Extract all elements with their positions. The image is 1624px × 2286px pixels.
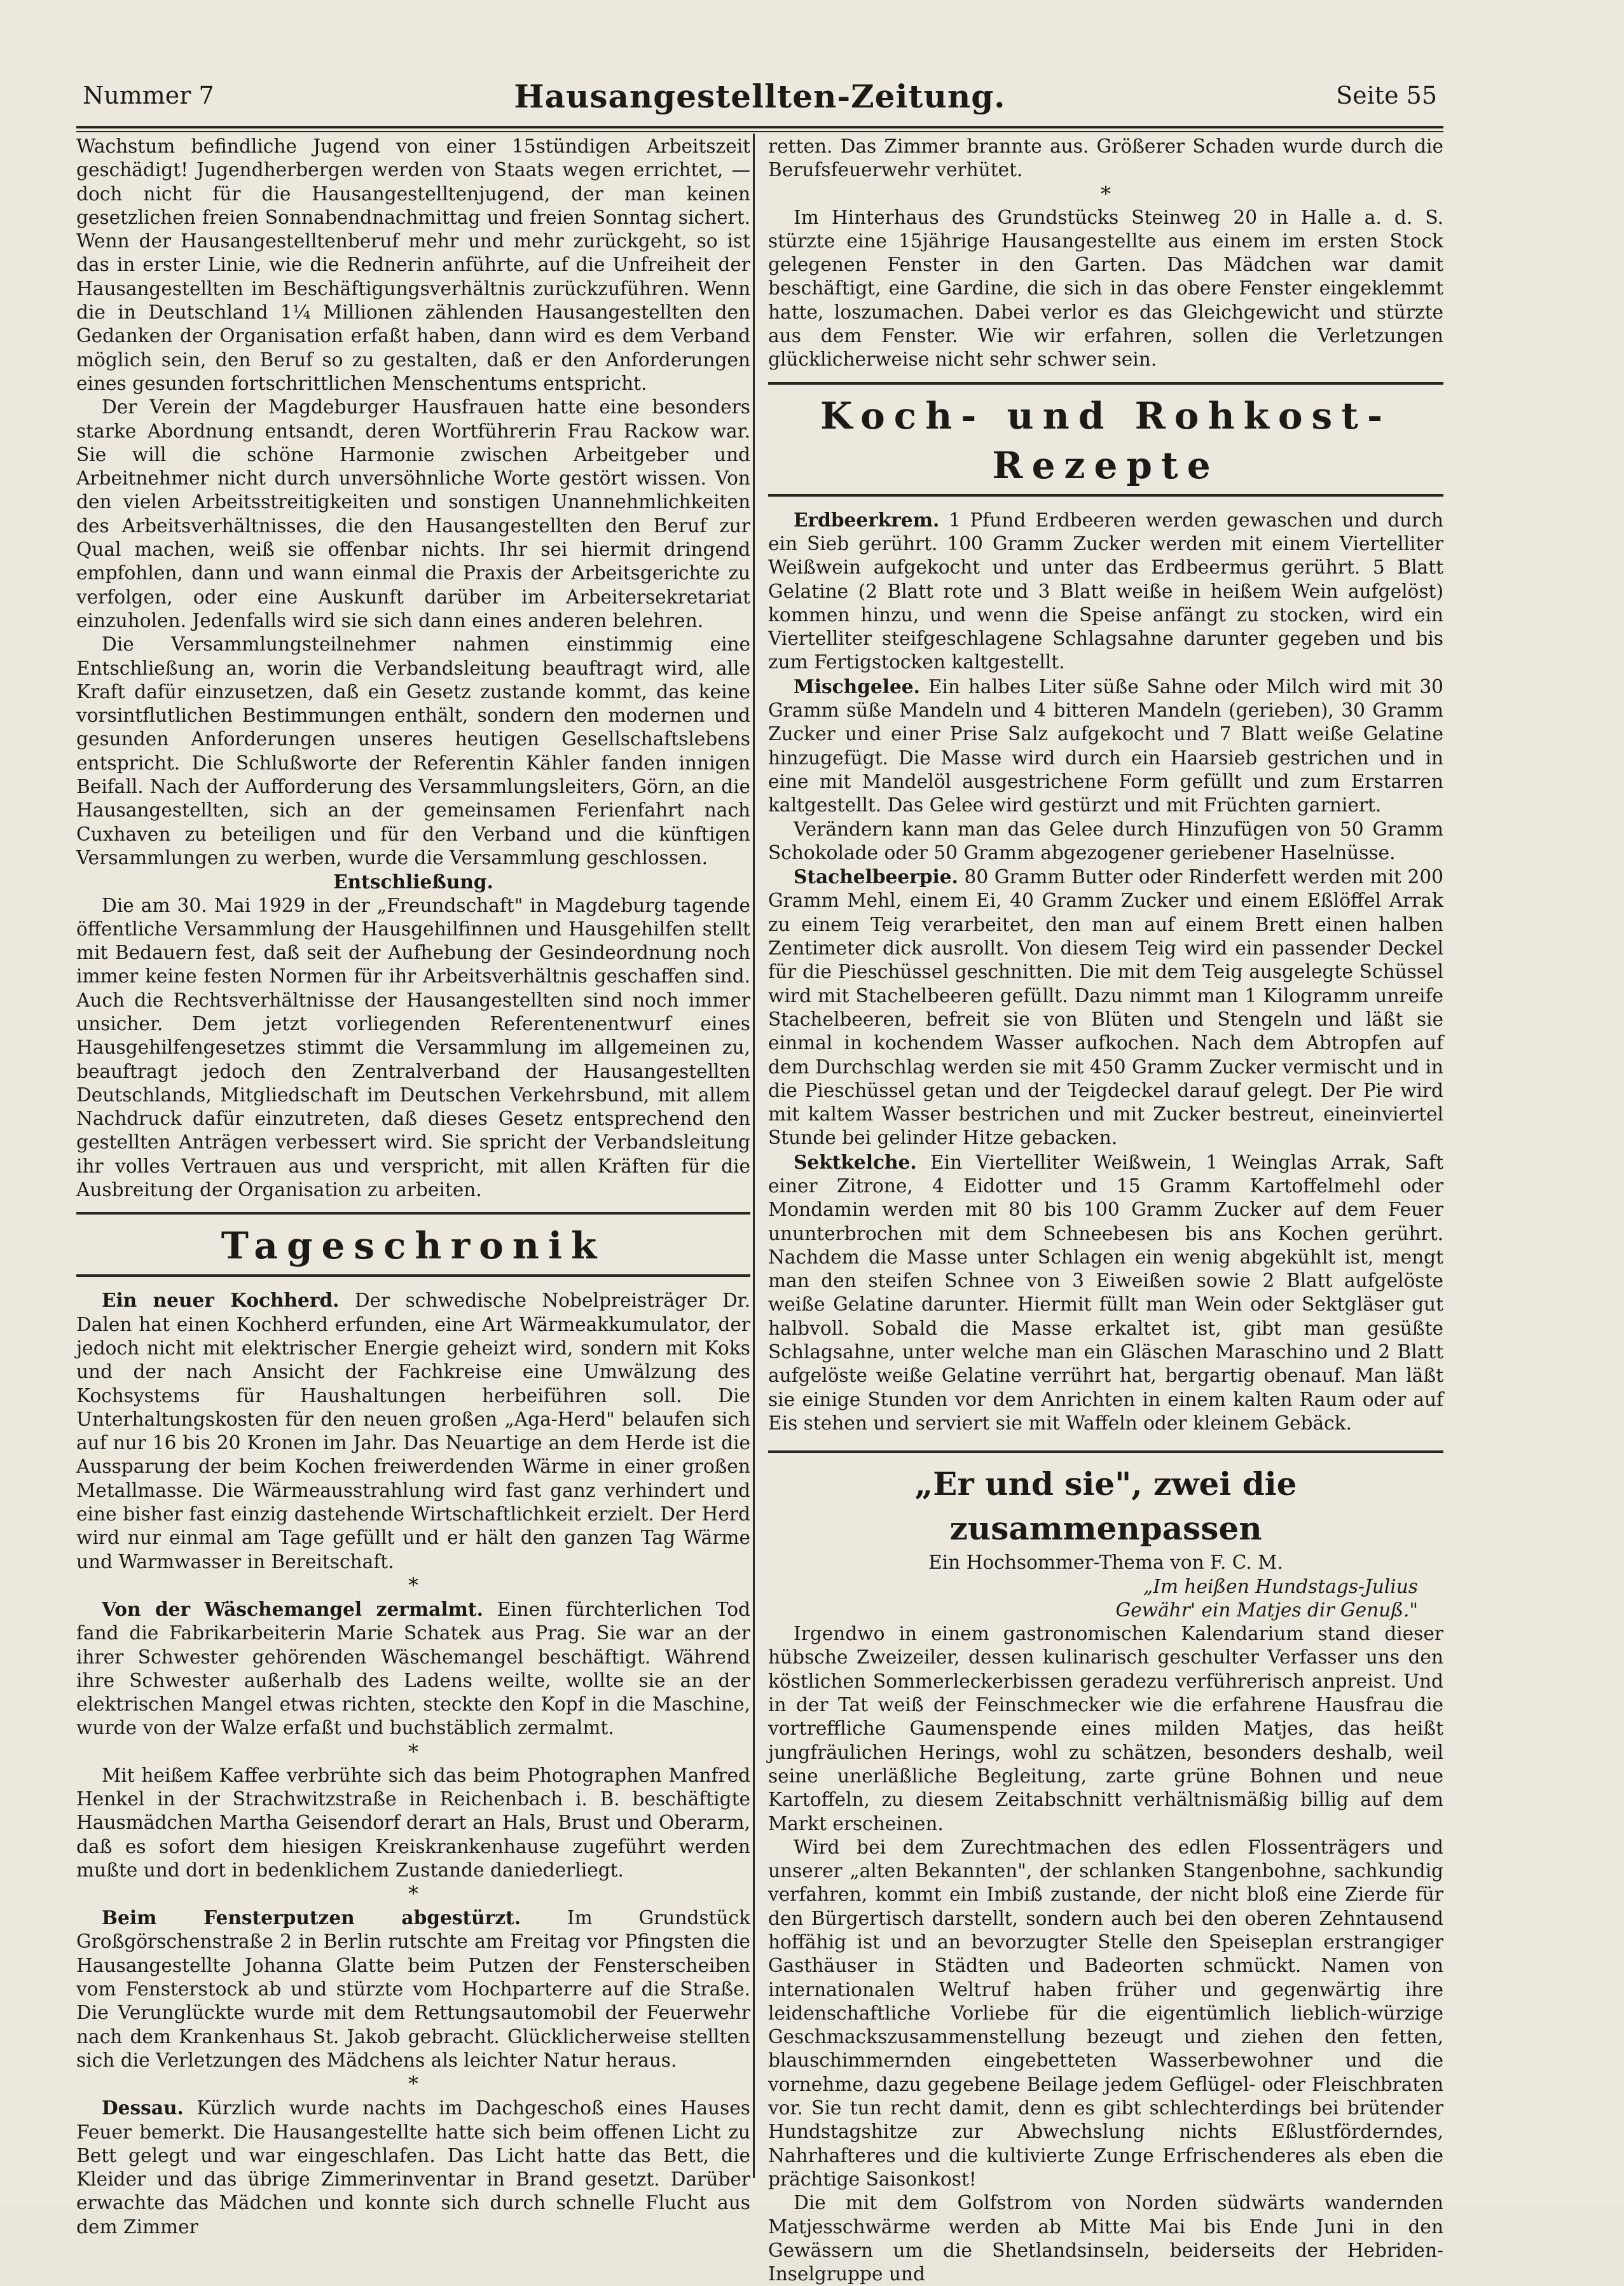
recipe-text: 1 Pfund Erdbeeren werden gewaschen und durch ein Sieb gerührt. 100 Gramm Zucker werden mit einem Viertelliter Weißwein aufgekocht und unter das Erdbeermus gerührt. 5 Blatt Gelatine (2 Blatt rote und 3 Blatt weiße in heißem Wein aufgelöst) kommen hinzu, und wenn die Speise anfängt zu stocken, wird ein Viertelliter steifgeschlagene Schlagsahne darunter gegeben und bis zum Fertigstocken kaltgestellt. (768, 509, 1443, 673)
article-paragraph: retten. Das Zimmer brannte aus. Größerer Schaden wurde durch die Berufsfeuerwehr verhütet. (768, 135, 1443, 181)
news-item-text: Einen fürchterlichen Tod fand die Fabrikarbeiterin Marie Schatek aus Prag. Sie war an der ihrer Schwester gehörenden Wäschemangel beschäftigt. Während ihre Schwester außerhalb des Ladens weilte, wollte sie an der elektrischen Mangel etwas richten, steckte den Kopf in die Maschine, wurde von der Walze erfaßt und buchstäblich zermalmt. (76, 1598, 750, 1739)
article-paragraph: Wachstum befindliche Jugend von einer 15stündigen Arbeitszeit geschädigt! Jugendherbergen werden von Staats wegen errichtet, — doch nicht für die Hausangestelltenjugend, der man keinen gesetzlichen freien Sonnabendnachmittag und freien Sonntag sichert. Wenn der Hausangestelltenberuf mehr und mehr zurückgeht, so ist das in erster Linie, wie die Rednerin anführte, auf die Unfreiheit der Hausangestellten im Beschäftigungsverhältnis zurückzuführen. Wenn die in Deutschland 1¼ Millionen zählenden Hausangestellten den Gedanken der Organisation erfaßt haben, dann wird es dem Verband möglich sein, den Beruf so zu gestalten, daß er den Anforderungen eines gesunden fortschrittlichen Menschentums entspricht. (76, 135, 750, 394)
article-paragraph: Im Hinterhaus des Grundstücks Steinweg 20 in Halle a. d. S. stürzte eine 15jährige Hausangestellte aus einem im ersten Stock gelegenen Fenster in den Garten. Das Mädchen war damit beschäftigt, eine Gardine, die sich in das obere Fenster eingeklemmt hatte, loszumachen. Dabei verlor es das Gleichgewicht und stürzte aus dem Fenster. Wie wir erfahren, sollen die Verletzungen glücklicherweise nicht sehr schwer sein. (768, 206, 1443, 371)
news-item (76, 2096, 750, 2239)
section-title-rezepte: Koch- und Rohkost-Rezepte (768, 382, 1443, 497)
recipe-name: Erdbeerkrem. (794, 508, 940, 531)
recipe-text: 80 Gramm Butter oder Rinderfett werden mit 200 Gramm Mehl, einem Ei, 40 Gramm Zucker und einem Eßlöffel Arrak zu einem Teig verarbeitet, den man auf einem Brett einen halben Zentimeter dick ausrollt. Von diesem Teig wird ein passender Deckel für die Pieschüssel geschnitten. Die mit dem Teig ausgelegte Schüssel wird mit Stachelbeeren gefüllt. Dazu nimmt man 1 Kilogramm unreife Stachelbeeren, befreit sie von Blüten und Stengeln und läßt sie einmal in kochendem Wasser aufkochen. Nach dem Abtropfen auf dem Durchschlag werden sie mit 450 Gramm Zucker vermischt und in die Pieschüssel getan und der Teigdeckel darauf gelegt. Der Pie wird mit kaltem Wasser bestrichen und mit Zucker bestreut, eineinviertel Stunde bei gelinder Hitze gebacken. (768, 866, 1443, 1149)
page-number: Seite 55 (1336, 81, 1437, 109)
news-item-text: Mit heißem Kaffee verbrühte sich das beim Photographen Manfred Henkel in der Strachwitzstraße in Reichenbach i. B. beschäftigte Hausmädchen Martha Geisendorf derart an Hals, Brust und Oberarm, daß es sofort dem hiesigen Kreiskrankenhause zugeführt werden mußte und dort in bedenklichem Zustande daniederliegt. (76, 1764, 750, 1881)
separator-star: * (408, 1739, 418, 1764)
article-paragraph: Die Versammlungsteilnehmer nahmen einstimmig eine Entschließung an, worin die Verbandsleitung beauftragt wird, alle Kraft dafür einzusetzen, daß ein Gesetz zustande kommt, das keine vorsintflutlichen Bestimmungen enthält, sondern den modernen und gesunden Anforderungen unseres heutigen Gesellschaftslebens entspricht. Die Schlußworte der Referentin Kähler fanden innigen Beifall. Nach der Aufforderung des Versammlungsleiters, Görn, an die Hausangestellten, sich an der gemeinsamen Ferienfahrt nach Cuxhaven zu beteiligen und für den Verband und die künftigen Versammlungen zu werben, wurde die Versammlung geschlossen. (76, 633, 750, 869)
separator-star: * (408, 2072, 418, 2097)
issue-number: Nummer 7 (83, 81, 214, 109)
recipe (768, 1150, 1443, 1436)
section-title-tageschronik: Tageschronik (76, 1212, 750, 1277)
feature-byline: Ein Hochsommer-Thema von F. C. M. (928, 1552, 1283, 1574)
news-item-lead: Von der Wäschemangel zermalmt. (102, 1597, 483, 1620)
feature-motto-line: „Im heißen Hundstags-Julius (1143, 1575, 1418, 1597)
feature-paragraph: Irgendwo in einem gastronomischen Kalendarium stand dieser hübsche Zweizeiler, dessen kulinarisch geschulter Verfasser uns den köstlichen Sommerleckerbissen geradezu verführerisch anpreist. Und in der Tat weiß der Feinschmecker wie die erfahrene Hausfrau die vortreffliche Gaumenspende eines milden Matjes, das heißt jungfräulichen Herings, wohl zu schätzen, besonders deshalb, weil seine unerläßliche Begleitung, zarte grüne Bohnen und neue Kartoffeln, zu diesem Zeitabschnitt verhältnismäßig billig auf dem Markt erscheinen. (768, 1623, 1443, 1835)
news-item (76, 1764, 750, 1882)
news-item-lead: Beim Fensterputzen abgestürzt. (102, 1906, 521, 1929)
news-item-text: Der schwedische Nobelpreisträger Dr. Dalen hat einen Kochherd erfunden, eine Art Wärmeakkumulator, der jedoch nicht mit elektrischer Energie geheizt wird, sondern mit Koks und der nach Ansicht der Fachkreise eine Umwälzung des Kochsystems für Haushaltungen herbeiführen soll. Die Unterhaltungskosten für den neuen großen „Aga-Herd" belaufen sich auf nur 16 bis 20 Kronen im Jahr. Das Neuartige an dem Herde ist die Aussparung der beim Kochen freiwerdenden Wärme in einer großen Metallmasse. Die Wärmeausstrahlung wird fast ganz verhindert und eine bisher fast einzig dastehende Wirtschaftlichkeit erzielt. Der Herd wird nur einmal am Tage gefüllt und er hält den ganzen Tag Wärme und Warmwasser in Bereitschaft. (76, 1290, 750, 1573)
news-item (76, 1906, 750, 2072)
recipe-name: Mischgelee. (794, 675, 920, 698)
news-item (76, 1288, 750, 1574)
news-item-lead: Dessau. (102, 2097, 184, 2119)
recipe (768, 508, 1443, 675)
feature-paragraph: Wird bei dem Zurechtmachen des edlen Flossenträgers und unserer „alten Bekannten", der schlanken Stangenbohne, sachkundig verfahren, kommt ein Imbiß zustande, der nicht bloß eine Zierde für den Bürgertisch darstellt, sondern auch bei den oberen Zehntausend hoffähig ist und an bevorzugter Stelle den Speiseplan erstrangiger Gasthäuser in Städten und Badeorten schmückt. Namen von internationalen Weltruf haben früher und gegenwärtig ihre leidenschaftliche Vorliebe für die eigentümlich lieblich-würzige Geschmackszusammenstellung bezeugt und ziehen den fetten, blauschimmernden eingebetteten Wasserbewohner und die vornehme, dazu gegebene Beilage jedem Geflügel- oder Fleischbraten vor. Sie tun recht damit, denn es gibt schlechterdings bei brütender Hundstagshitze zur Abwechslung nichts Eßlustförderndes, Nahrhafteres und die kultivierte Zunge Erfrischenderes als eben die prächtige Saisonkost! (768, 1836, 1443, 2190)
news-item-text: Kürzlich wurde nachts im Dachgeschoß eines Hauses Feuer bemerkt. Die Hausangestellte hatte sich beim offenen Licht zu Bett gelegt und war eingeschlafen. Das Licht hatte das Bett, die Kleider und das übrige Zimmerinventar in Brand gesetzt. Darüber erwachte das Mädchen und konnte sich durch schnelle Flucht aus dem Zimmer (76, 2097, 750, 2238)
recipe-text: Ein Viertelliter Weißwein, 1 Weinglas Arrak, Saft einer Zitrone, 4 Eidotter und 15 Gramm Kartoffelmehl oder Mondamin werden mit 80 bis 100 Gramm Zucker auf dem Feuer ununterbrochen mit dem Schneebesen bis ans Kochen gerührt. Nachdem die Masse unter Schlagen ein wenig abgekühlt ist, mengt man den steifen Schnee von 3 Eiweißen sowie 2 Blatt aufgelöste weiße Gelatine darunter. Hiermit füllt man Wein oder Sektgläser gut halbvoll. Sobald die Masse erkaltet ist, gibt man gesüßte Schlagsahne, unter welche man ein Gläschen Maraschino und 2 Blatt aufgelöste weiße Gelatine verrührt hat, bergartig obenauf. Man läßt sie einige Stunden vor dem Anrichten in einem kalten Raum oder auf Eis stehen und serviert sie mit Waffeln oder kleinem Gebäck. (768, 1151, 1443, 1434)
feature-paragraph: Die mit dem Golfstrom von Norden südwärts wandernden Matjesschwärme werden ab Mitte Mai bis Ende Juni in den Gewässern um die Shetlandsinseln, beiderseits der Hebriden-Inselgruppe und (768, 2192, 1443, 2285)
feature-title: „Er und sie", zwei die zusammenpassen (768, 1450, 1443, 1551)
recipe-text: Ein halbes Liter süße Sahne oder Milch wird mit 30 Gramm süße Mandeln und 4 bitteren Mandeln (gerieben), 30 Gramm Zucker und einer Prise Salz aufgekocht und 7 Blatt weiße Gelatine hinzugefügt. Die Masse wird durch ein Haarsieb gestrichen und in eine mit Mandelöl ausgestrichene Form gefüllt und zum Erstarren kaltgestellt. Das Gelee wird gestürzt und mit Früchten garniert. (768, 675, 1443, 816)
recipe (768, 675, 1443, 818)
feature-motto-line: Gewähr' ein Matjes dir Genuß." (1115, 1599, 1418, 1621)
recipe (768, 865, 1443, 1150)
newspaper-title: Hausangestellten-Zeitung. (514, 78, 1006, 115)
recipe-name: Stachelbeerpie. (794, 865, 958, 888)
recipe-name: Sektkelche. (794, 1150, 917, 1173)
recipe-text: Verändern kann man das Gelee durch Hinzufügen von 50 Gramm Schokolade oder 50 Gramm abgezogener geriebener Haselnüsse. (768, 818, 1443, 864)
right-column (768, 135, 1443, 2286)
page-header (83, 78, 1437, 120)
separator-star: * (408, 1882, 418, 1906)
resolution-title: Entschließung. (333, 871, 493, 893)
header-rule (76, 126, 1443, 132)
news-item-text: Im Grundstück Großgörschenstraße 2 in Berlin rutschte am Freitag vor Pfingsten die Hausangestellte Johanna Glatte beim Putzen der Fensterscheiben vom Fensterstock ab und stürzte vom Hochparterre auf die Straße. Die Verunglückte wurde mit dem Rettungsautomobil der Feuerwehr nach dem Krankenhaus St. Jakob gebracht. Glücklicherweise stellten sich die Verletzungen des Mädchens als leichter Natur heraus. (76, 1907, 750, 2071)
recipe (768, 818, 1443, 865)
resolution-text: Die am 30. Mai 1929 in der „Freundschaft" in Magdeburg tagende öffentliche Versammlung der Hausgehilfinnen und Hausgehilfen stellt mit Bedauern fest, daß seit der Aufhebung der Gesindeordnung noch immer keine festen Normen für ihr Arbeitsverhältnis geschaffen sind. Auch die Rechtsverhältnisse der Hausangestellten sind noch immer unsicher. Dem jetzt vorliegenden Referentenentwurf eines Hausgehilfengesetzes stimmt die Versammlung im allgemeinen zu, beauftragt jedoch den Zentralverband der Hausangestellten Deutschlands, Mitgliedschaft im Deutschen Verkehrsbund, mit allem Nachdruck dafür einzutreten, daß dieses Gesetz entsprechend den gestellten Anträgen verbessert wird. Sie spricht der Verbandsleitung ihr volles Vertrauen aus und verspricht, mit allen Kräften für die Ausbreitung der Organisation zu arbeiten. (76, 894, 750, 1201)
column-divider (753, 134, 755, 2178)
separator-star: * (1101, 181, 1111, 206)
left-column (76, 135, 750, 2239)
separator-star: * (408, 1573, 418, 1597)
news-item (76, 1597, 750, 1740)
news-item-lead: Ein neuer Kochherd. (102, 1289, 340, 1312)
article-paragraph: Der Verein der Magdeburger Hausfrauen hatte eine besonders starke Abordnung entsandt, deren Wortführerin Frau Rackow war. Sie will die schöne Harmonie zwischen Arbeitgeber und Arbeitnehmer nicht durch unversöhnliche Worte gestört wissen. Von den vielen Arbeitsstreitigkeiten und sonstigen Unannehmlichkeiten des Arbeitsverhältnisses, die den Hausangestellten den Beruf zur Qual machen, weiß sie offenbar nichts. Ihr sei hiermit dringend empfohlen, dann und wann einmal die Praxis der Arbeitsgerichte zu verfolgen, oder eine Auskunft darüber im Arbeitersekretariat einzuholen. Jedenfalls wird sie sich dann eines anderen belehren. (76, 396, 750, 631)
